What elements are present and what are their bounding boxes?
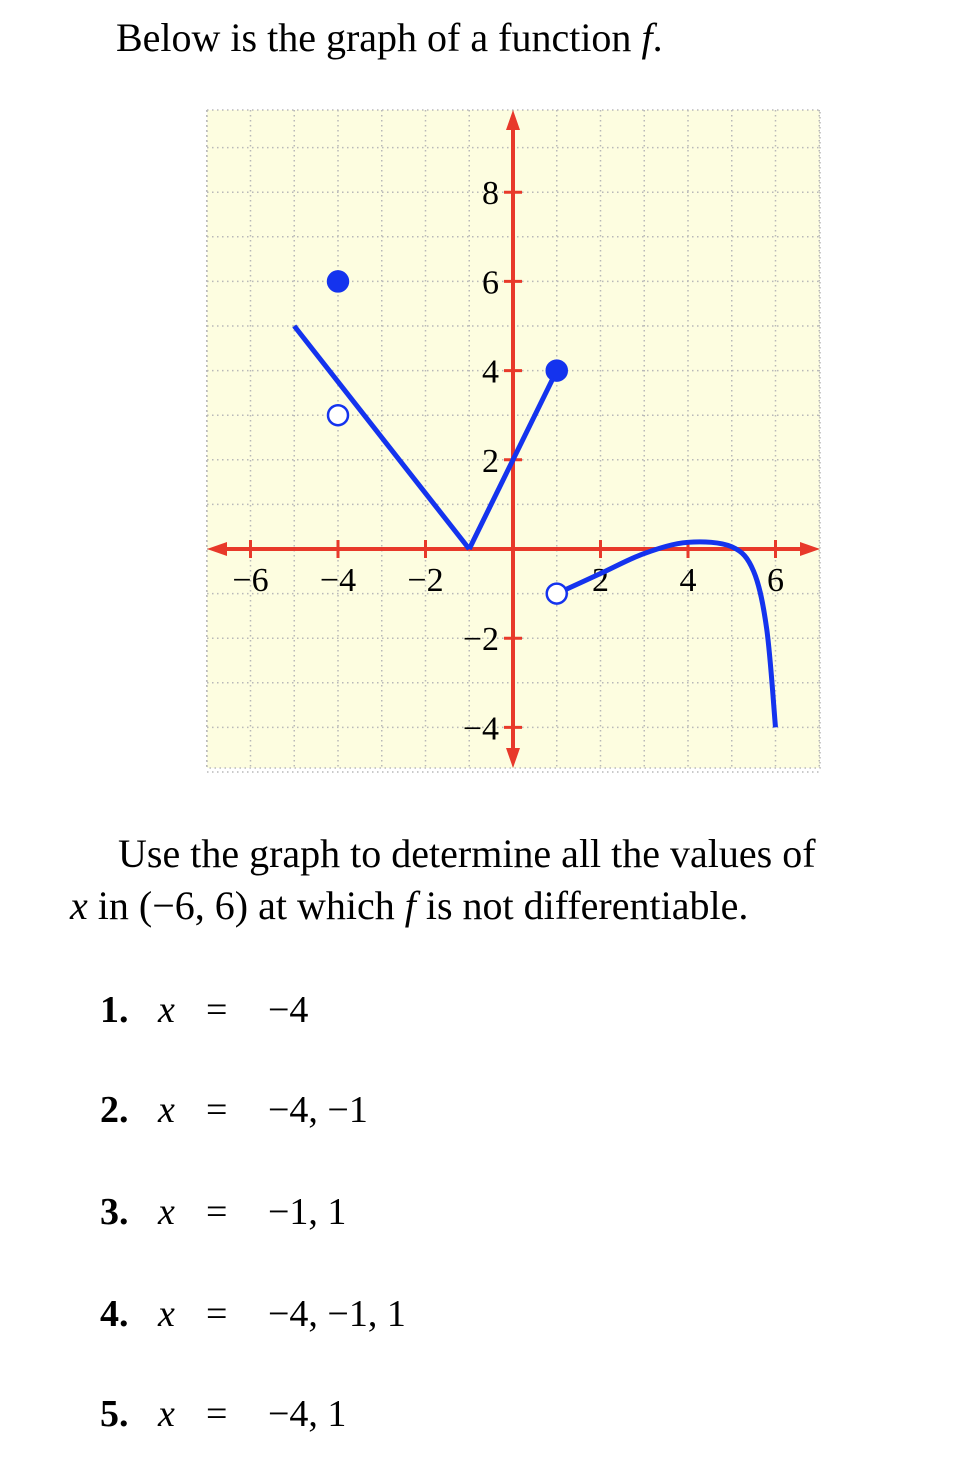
question-interval: in (−6, 6) at which: [87, 883, 405, 928]
question-line-1: Use the graph to determine all the values of: [118, 831, 816, 876]
choice-4[interactable]: [100, 1290, 406, 1338]
x-tick-label: −6: [232, 562, 269, 599]
intro-prefix: Below is the graph of a function: [116, 15, 642, 60]
choice-answer: −4, −1: [268, 1089, 368, 1131]
intro-func: f: [641, 15, 653, 60]
intro-suffix: .: [652, 15, 663, 60]
choice-eq: =: [206, 1089, 228, 1131]
choice-answer: −4, −1, 1: [268, 1293, 406, 1335]
choice-var: x: [158, 1293, 175, 1335]
choice-5[interactable]: [100, 1390, 346, 1438]
question-func: f: [404, 883, 416, 928]
choice-answer: −1, 1: [268, 1191, 347, 1233]
y-tick-label: −2: [462, 621, 499, 659]
choice-number: 3.: [100, 1191, 129, 1233]
open-dot-left: [328, 405, 348, 425]
choice-var: x: [158, 1393, 175, 1435]
choice-answer: −4, 1: [268, 1393, 347, 1435]
x-tick-label: 2: [592, 562, 609, 599]
choice-var: x: [158, 1191, 175, 1233]
question-line-2: [70, 880, 748, 932]
choice-var: x: [158, 1089, 175, 1131]
choice-number: 1.: [100, 989, 129, 1031]
choice-eq: =: [206, 1293, 228, 1335]
x-tick-label: 6: [767, 562, 784, 599]
y-tick-label: 4: [482, 353, 499, 391]
choice-3[interactable]: [100, 1188, 346, 1236]
x-tick-label: −2: [407, 562, 444, 599]
choice-eq: =: [206, 1191, 228, 1233]
y-tick-label: 2: [482, 442, 499, 480]
open-dot-right: [547, 584, 567, 604]
closed-dot-top: [328, 271, 348, 291]
choice-number: 5.: [100, 1393, 129, 1435]
choice-answer: −4: [268, 989, 309, 1031]
y-tick-label: 8: [482, 175, 499, 213]
x-tick-label: 4: [679, 562, 697, 599]
choice-1[interactable]: [100, 986, 308, 1034]
choice-eq: =: [206, 989, 228, 1031]
choice-number: 4.: [100, 1293, 129, 1335]
question-var: x: [70, 883, 88, 928]
choice-var: x: [158, 989, 175, 1031]
y-tick-label: 6: [482, 264, 499, 302]
y-tick-label: −4: [462, 710, 499, 748]
question-rest: is not differentiable.: [415, 883, 749, 928]
choice-2[interactable]: [100, 1086, 368, 1134]
closed-dot-peak: [547, 361, 567, 381]
choice-eq: =: [206, 1393, 228, 1435]
choice-number: 2.: [100, 1089, 129, 1131]
x-tick-label: −4: [319, 562, 357, 599]
